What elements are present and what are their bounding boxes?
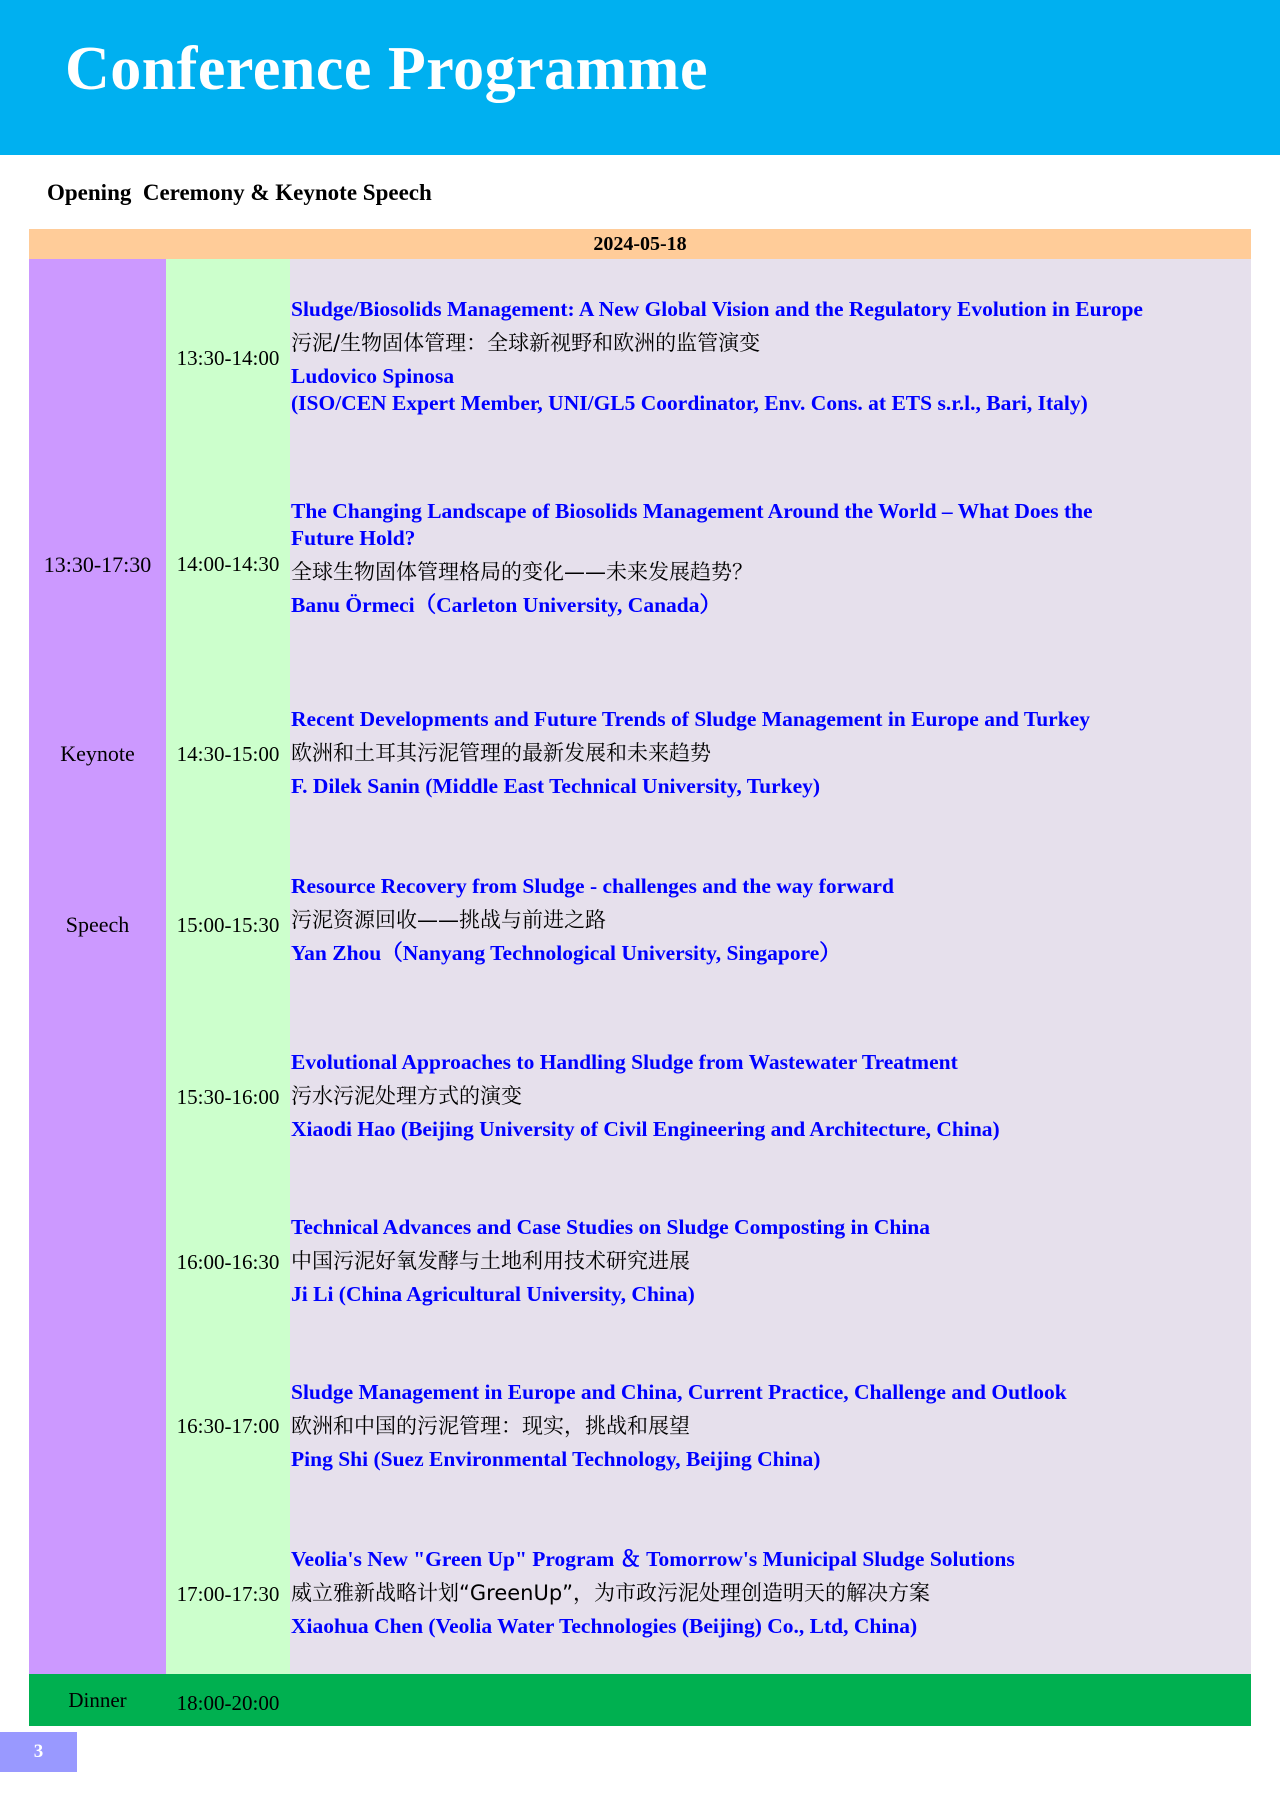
- session-entry: [291, 1214, 1249, 1308]
- session-title-cn: 威立雅新战略计划“GreenUp”，为市政污泥处理创造明天的解决方案: [291, 1581, 931, 1605]
- session-speaker: F. Dilek Sanin (Middle East Technical University, Turkey): [291, 774, 821, 798]
- session-time: 16:30-17:00: [176, 1414, 280, 1438]
- session-speaker: Yan Zhou（Nanyang Technological University, Singapore）: [291, 941, 841, 965]
- session-time: 14:00-14:30: [176, 552, 280, 576]
- session-title-cn: 中国污泥好氧发酵与土地利用技术研究进展: [291, 1249, 690, 1273]
- session-entry: [291, 873, 1249, 967]
- session-time: 13:30-14:00: [176, 346, 280, 370]
- session-title: Resource Recovery from Sludge - challenges and the way forward: [291, 874, 894, 898]
- time-column: [166, 259, 290, 1674]
- session-title: The Changing Landscape of Biosolids Management Around the World – What Does the: [291, 499, 1093, 523]
- block-label-speech: Speech: [65, 912, 130, 937]
- session-title: Sludge/Biosolids Management: A New Global Vision and the Regulatory Evolution in Europe: [291, 297, 1143, 321]
- session-title-cn: 污水污泥处理方式的演变: [291, 1084, 522, 1108]
- session-speaker: Xiaohua Chen (Veolia Water Technologies (Beijing) Co., Ltd, China): [291, 1614, 918, 1638]
- session-entry: [291, 1546, 1249, 1640]
- session-title: Recent Developments and Future Trends of Sludge Management in Europe and Turkey: [291, 707, 1090, 731]
- session-entry: [291, 706, 1249, 800]
- block-label-column: [29, 259, 166, 1674]
- session-title: Evolutional Approaches to Handling Sludge from Wastewater Treatment: [291, 1050, 958, 1074]
- session-entry: [291, 296, 1249, 417]
- session-title: Technical Advances and Case Studies on Sludge Composting in China: [291, 1215, 930, 1239]
- session-title: Veolia's New "Green Up" Program ＆ Tomorrow's Municipal Sludge Solutions: [291, 1547, 1015, 1571]
- session-title-cn: 全球生物固体管理格局的变化——未来发展趋势？: [291, 560, 753, 584]
- page-title: Conference Programme: [65, 35, 708, 103]
- session-title: Sludge Management in Europe and China, Current Practice, Challenge and Outlook: [291, 1380, 1067, 1404]
- session-time: 14:30-15:00: [176, 742, 280, 766]
- session-entry: [291, 1379, 1249, 1473]
- session-title-cn: 污泥/生物固体管理：全球新视野和欧洲的监管演变: [291, 331, 761, 355]
- page-number: 3: [0, 1732, 77, 1772]
- session-time: 15:00-15:30: [176, 913, 280, 937]
- block-label-keynote: Keynote: [60, 741, 135, 766]
- session-speaker: Ji Li (China Agricultural University, China): [291, 1282, 695, 1306]
- dinner-label: Dinner: [68, 1688, 127, 1712]
- session-speaker: Ping Shi (Suez Environmental Technology, Beijing China): [291, 1447, 821, 1471]
- date-bar: 2024-05-18: [29, 229, 1251, 259]
- session-speaker: Xiaodi Hao (Beijing University of Civil Engineering and Architecture, China): [291, 1117, 1000, 1141]
- session-title-cont: Future Hold?: [291, 526, 416, 550]
- block-time: 13:30-17:30: [43, 552, 152, 577]
- session-entry: [291, 498, 1249, 619]
- session-title-cn: 污泥资源回收——挑战与前进之路: [291, 908, 606, 932]
- session-speaker: Banu Örmeci（Carleton University, Canada）: [291, 593, 721, 617]
- header-banner: [0, 0, 1280, 155]
- session-title-cn: 欧洲和土耳其污泥管理的最新发展和未来趋势: [291, 741, 711, 765]
- session-time: 15:30-16:00: [176, 1085, 280, 1109]
- session-title-cn: 欧洲和中国的污泥管理：现实，挑战和展望: [291, 1414, 690, 1438]
- session-affiliation: (ISO/CEN Expert Member, UNI/GL5 Coordinator, Env. Cons. at ETS s.r.l., Bari, Italy): [291, 391, 1088, 415]
- session-time: 17:00-17:30: [176, 1582, 280, 1606]
- session-speaker: Ludovico Spinosa: [291, 364, 455, 388]
- section-title: Opening Ceremony & Keynote Speech: [47, 180, 432, 205]
- session-time: 16:00-16:30: [176, 1250, 280, 1274]
- dinner-time: 18:00-20:00: [176, 1691, 280, 1715]
- session-entry: [291, 1049, 1249, 1143]
